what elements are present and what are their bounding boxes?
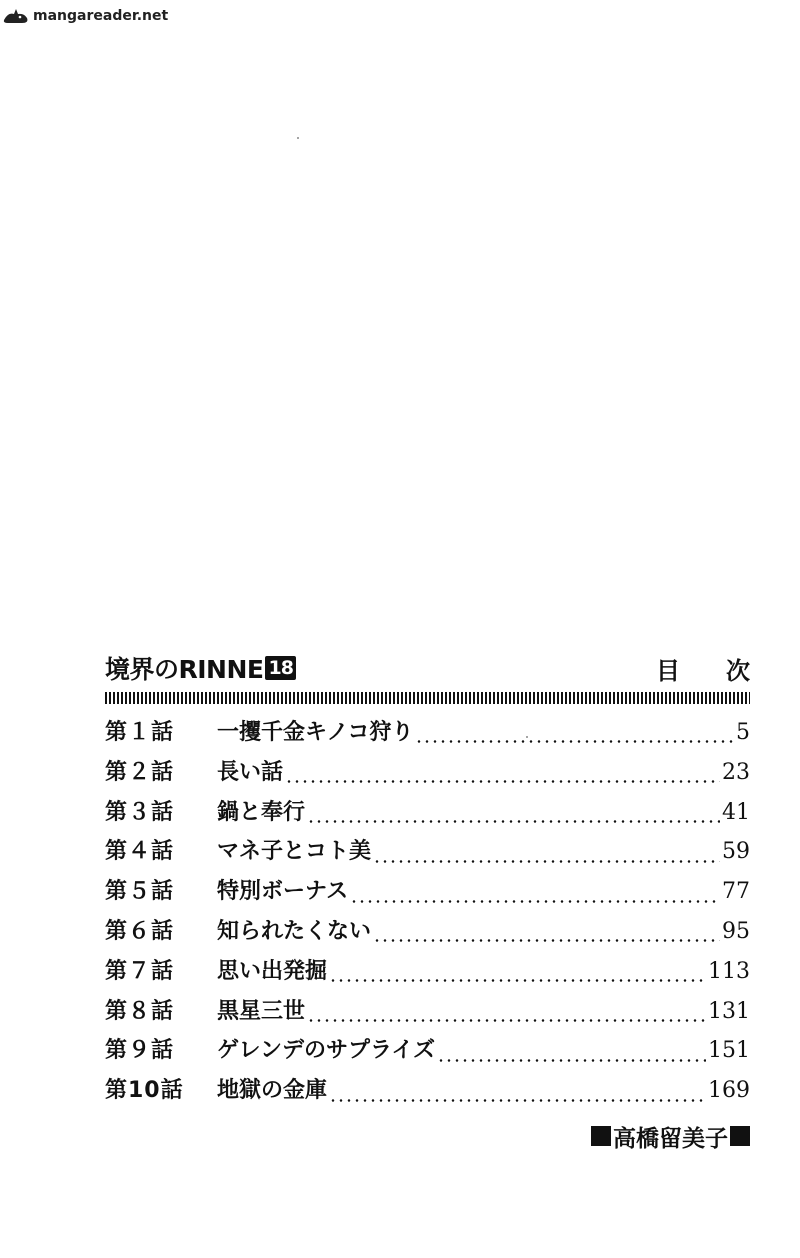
dot-leader	[307, 820, 720, 823]
chapter-row	[105, 997, 750, 1037]
chapter-title: 長い話	[217, 759, 284, 785]
book-title	[105, 650, 296, 686]
black-square-icon	[591, 1126, 611, 1146]
chapter-number: 第１話	[105, 720, 175, 745]
contents-heading: 目次	[656, 656, 796, 685]
chapter-row	[105, 1076, 750, 1116]
chapter-number: 第３話	[105, 799, 175, 825]
chapter-title: 鍋と奉行	[217, 799, 306, 825]
chapter-title: 黒星三世	[217, 998, 306, 1024]
dot-leader	[373, 939, 720, 942]
dot-leader	[285, 780, 720, 783]
chapter-title: 知られたくない	[217, 918, 372, 944]
page-number: 95	[722, 918, 750, 944]
chapter-title: マネ子とコト美	[217, 839, 372, 865]
page-number: 59	[722, 839, 750, 865]
volume-badge: 18	[265, 656, 295, 680]
dot-leader	[329, 1099, 706, 1102]
cat-silhouette-icon	[2, 6, 30, 26]
table-of-contents	[105, 650, 796, 1153]
page-number: 131	[708, 998, 750, 1024]
chapter-title: 特別ボーナス	[217, 879, 349, 905]
chapter-number: 第５話	[105, 879, 175, 905]
author-name: 高橋留美子	[613, 1125, 728, 1152]
chapter-number: 第10話	[105, 1078, 184, 1104]
author-line	[105, 1120, 750, 1153]
chapter-row	[105, 957, 750, 997]
dot-leader	[329, 979, 706, 982]
dot-leader	[373, 860, 720, 863]
toc-header	[105, 650, 796, 686]
page-number: 113	[708, 958, 750, 984]
page-number: 151	[708, 1038, 750, 1064]
chapter-row	[105, 798, 750, 838]
chapter-number: 第２話	[105, 759, 175, 785]
chapter-title: 一攫千金キノコ狩り	[217, 720, 414, 745]
watermark	[2, 6, 168, 26]
page-number: 77	[722, 879, 750, 905]
chapter-list	[105, 718, 750, 1116]
chapter-title: ゲレンデのサプライズ	[217, 1038, 436, 1064]
book-title-text: 境界のRINNE	[105, 655, 264, 684]
dot-leader	[437, 1059, 706, 1062]
page-number: 23	[722, 759, 750, 785]
page-number: 5	[736, 720, 750, 745]
chapter-row	[105, 1036, 750, 1076]
dot-leader	[350, 900, 720, 903]
divider-rule	[105, 692, 750, 704]
chapter-row	[105, 758, 750, 798]
dot-leader	[307, 1019, 706, 1022]
chapter-number: 第８話	[105, 998, 175, 1024]
chapter-row	[105, 837, 750, 877]
page-number: 41	[722, 799, 750, 825]
chapter-title: 思い出発掘	[217, 958, 328, 984]
chapter-row	[105, 917, 750, 957]
chapter-number: 第７話	[105, 958, 175, 984]
black-square-icon	[730, 1126, 750, 1146]
chapter-title: 地獄の金庫	[217, 1078, 328, 1104]
chapter-number: 第６話	[105, 918, 175, 944]
chapter-number: 第４話	[105, 839, 175, 865]
chapter-row	[105, 877, 750, 917]
page-number: 169	[708, 1078, 750, 1104]
chapter-number: 第９話	[105, 1038, 175, 1064]
dot-leader	[415, 740, 734, 743]
watermark-text: mangareader.net	[33, 8, 169, 24]
chapter-row	[105, 718, 750, 758]
paper-speck	[297, 137, 299, 139]
